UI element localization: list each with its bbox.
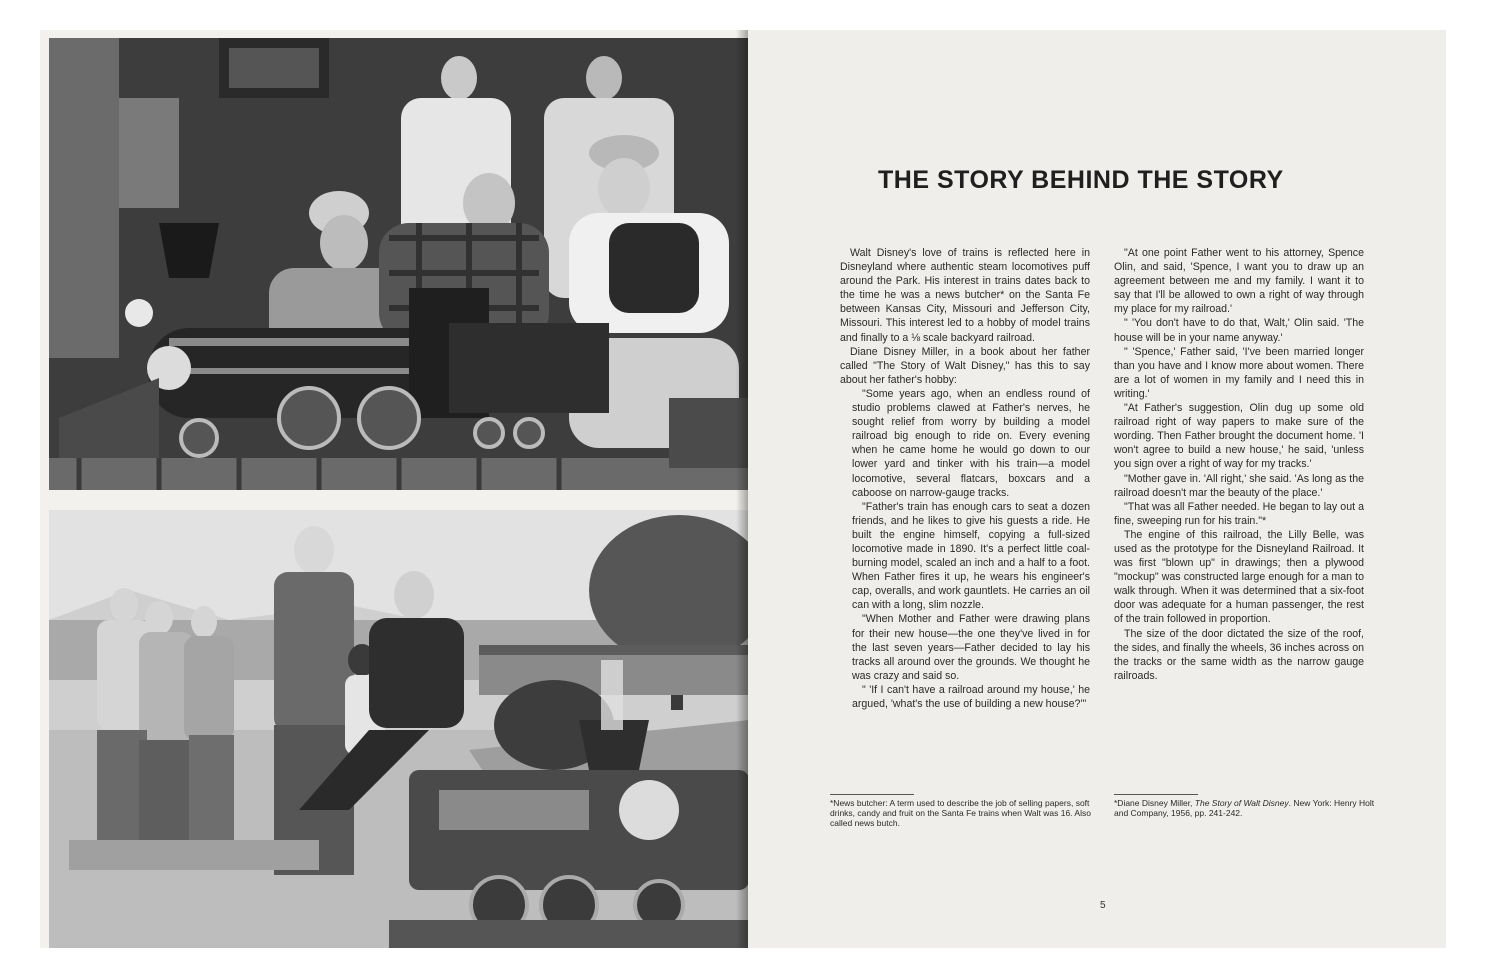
quote-paragraph: " 'You don't have to do that, Walt,' Olin said. 'The house will be in your name anyway.': [1114, 317, 1364, 344]
paragraph: Walt Disney's love of trains is reflected here in Disneyland where authentic steam locomotives puff around the Park. His interest in trains dates back to the time he was a news butcher* on the Santa Fe between Kansas City, Missouri and Jefferson City, Missouri. This interest led to a hobby of model trains and finally to a ⅛ scale backyard railroad.: [840, 247, 1090, 344]
left-text-column: [840, 246, 1090, 711]
quote-paragraph: "Father's train has enough cars to seat a dozen friends, and he likes to give his guests a ride. He built the engine himself, copying a full-sized locomotive made in 1890. It's a perfect little coal-burning model, scaled an inch and a half to a foot. When Father fires it up, he wears his engineer's cap, overalls, and work gauntlets. He carries an oil can with a long, slim nozzle.: [852, 500, 1090, 612]
outdoor-train-photo-icon: [49, 510, 749, 948]
page-headline: THE STORY BEHIND THE STORY: [878, 166, 1284, 194]
quote-paragraph: "When Mother and Father were drawing plans for their new house—the one they've lived in for the last seven years—Father decided to lay his tracks all around over the grounds. We thought he was crazy and said so.: [852, 613, 1090, 682]
quote-paragraph: "That was all Father needed. He began to lay out a fine, sweeping run for his train."*: [1114, 500, 1364, 527]
footnote-citation-prefix: *Diane Disney Miller,: [1114, 798, 1195, 808]
outdoor-train-photo: [49, 510, 749, 948]
quote-paragraph: "At Father's suggestion, Olin dug up some old railroad right of way papers to make sure of the wording. Then Father brought the document home. 'I won't agree to build a new house,' he said, 'unless you sign over a right of way for my tracks.': [1114, 402, 1364, 471]
right-page: [748, 30, 1446, 948]
workshop-photo-icon: [49, 38, 749, 490]
workshop-photo: [49, 38, 749, 490]
footnote-citation-title: The Story of Walt Disney: [1194, 798, 1289, 808]
footnote-citation-suffix: . New York: Henry Holt and Company, 1956, pp. 241-242.: [1114, 798, 1375, 818]
book-spread: [40, 30, 1446, 948]
left-page: [40, 30, 748, 948]
paragraph: The engine of this railroad, the Lilly Belle, was used as the prototype for the Disneyland Railroad. It was first "blown up" in drawings; then a plywood "mockup" was constructed large enough for a man to walk through. When it was determined that a six-foot door was adequate for a human passenger, the rest of the train followed in proportion.: [1114, 528, 1364, 626]
footnote-citation: [1114, 794, 1384, 818]
quote-paragraph: " 'If I can't have a railroad around my house,' he argued, 'what's the use of building a new house?'": [852, 683, 1090, 710]
quote-paragraph: " 'Spence,' Father said, 'I've been married longer than you have and I know more about women. There are a lot of women in my family and I need this in writing.': [1114, 345, 1364, 400]
quote-paragraph: "Mother gave in. 'All right,' she said. 'As long as the railroad doesn't mar the beauty of the place.': [1114, 472, 1364, 499]
paragraph: Diane Disney Miller, in a book about her father called "The Story of Walt Disney," has this to say about her father's hobby:: [840, 345, 1090, 386]
paragraph: The size of the door dictated the size of the roof, the sides, and finally the wheels, 36 inches across on the tracks or the same width as the narrow gauge railroads.: [1114, 627, 1364, 682]
right-text-column: [1114, 246, 1364, 683]
page-number: 5: [1100, 900, 1106, 911]
footnote-news-butcher: *News butcher: A term used to describe the job of selling papers, soft drinks, candy and fruit on the Santa Fe trains when Walt was 16. Also called news butch.: [830, 794, 1100, 828]
quote-paragraph: "Some years ago, when an endless round of studio problems clawed at Father's nerves, he sought relief from worry by building a model railroad big enough to ride on. Every evening when he came home he would go down to our lower yard and tinker with his train—a model locomotive, several flatcars, boxcars and a caboose on narrow-gauge tracks.: [852, 387, 1090, 499]
quote-paragraph: "At one point Father went to his attorney, Spence Olin, and said, 'Spence, I want you to draw up an agreement between me and my family. I want it to say that I'll be allowed to own a right of way through my place for my railroad.': [1114, 247, 1364, 316]
